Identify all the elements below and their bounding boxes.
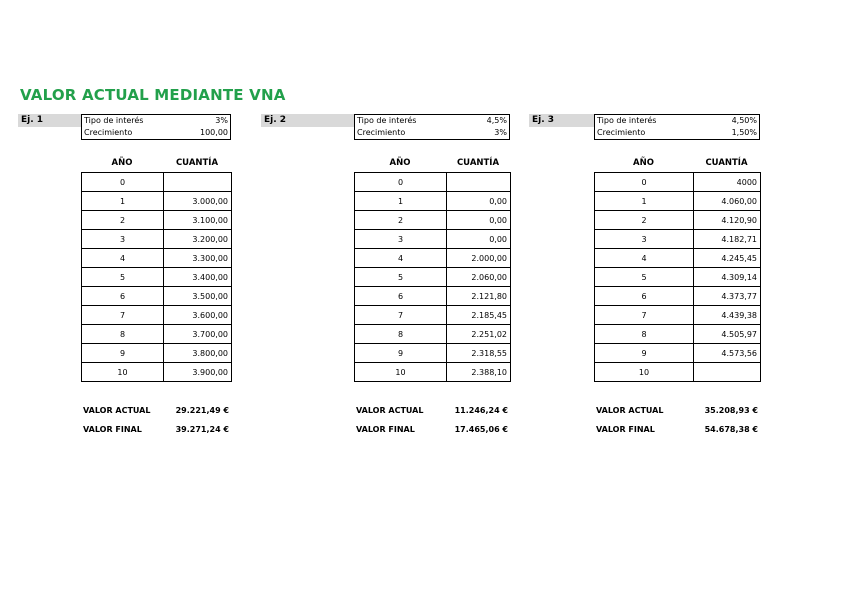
year-cell[interactable]: 6 [595,287,694,306]
amount-cell[interactable]: 3.300,00 [164,249,232,268]
year-column-header: AÑO [389,158,411,168]
table-row [595,363,761,382]
table-row [595,230,761,249]
table-row [82,306,232,325]
year-cell[interactable]: 8 [595,325,694,344]
table-row [82,268,232,287]
table-row [82,344,232,363]
year-cell[interactable]: 5 [355,268,447,287]
amount-cell[interactable]: 2.060,00 [447,268,511,287]
table-row [595,325,761,344]
final-value-label: VALOR FINAL [596,425,655,434]
amount-cell[interactable]: 2.121,80 [447,287,511,306]
year-cell[interactable]: 8 [82,325,164,344]
year-cell[interactable]: 3 [595,230,694,249]
present-value-label: VALOR ACTUAL [83,406,151,415]
amount-cell[interactable]: 4.182,71 [694,230,761,249]
year-cell[interactable]: 1 [595,192,694,211]
table-row [355,230,511,249]
amount-cell[interactable]: 0,00 [447,192,511,211]
final-value-label: VALOR FINAL [83,425,142,434]
year-cell[interactable]: 1 [82,192,164,211]
interest-rate-value[interactable]: 3% [180,115,230,128]
year-cell[interactable]: 6 [355,287,447,306]
table-row [82,287,232,306]
year-cell[interactable]: 0 [355,173,447,192]
year-cell[interactable]: 9 [355,344,447,363]
amount-cell[interactable]: 3.500,00 [164,287,232,306]
table-row [355,344,511,363]
table-row [355,363,511,382]
growth-label: Crecimiento [355,127,467,140]
growth-label: Crecimiento [595,127,707,140]
amount-cell[interactable]: 4.245,45 [694,249,761,268]
growth-label: Crecimiento [82,127,181,140]
amount-cell[interactable] [447,173,511,192]
amount-cell[interactable]: 4.120,90 [694,211,761,230]
final-value-label: VALOR FINAL [356,425,415,434]
amount-column-header: CUANTÍA [705,158,748,168]
present-value[interactable]: 35.208,93 € [704,406,758,415]
amount-cell[interactable]: 4.373,77 [694,287,761,306]
table-row [355,325,511,344]
parameters-table [354,114,510,140]
table-row [82,173,232,192]
amount-cell[interactable]: 3.800,00 [164,344,232,363]
amount-cell[interactable]: 0,00 [447,211,511,230]
interest-rate-label: Tipo de interés [82,115,181,128]
year-cell[interactable]: 5 [595,268,694,287]
parameters-table [81,114,231,140]
table-row [595,268,761,287]
table-row [595,173,761,192]
amount-cell[interactable]: 4.573,56 [694,344,761,363]
interest-rate-value[interactable]: 4,50% [707,115,760,128]
year-cell[interactable]: 2 [82,211,164,230]
table-row [595,211,761,230]
table-row [595,344,761,363]
year-column-header: AÑO [111,158,133,168]
table-row [595,287,761,306]
amount-cell[interactable]: 3.400,00 [164,268,232,287]
present-value[interactable]: 29.221,49 € [175,406,229,415]
table-row [355,268,511,287]
year-cell[interactable]: 7 [82,306,164,325]
year-cell[interactable]: 3 [355,230,447,249]
year-cell[interactable]: 0 [82,173,164,192]
year-cell[interactable]: 10 [82,363,164,382]
amount-cell[interactable]: 4.439,38 [694,306,761,325]
year-cell[interactable]: 3 [82,230,164,249]
amount-column-header: CUANTÍA [456,158,500,168]
growth-value[interactable]: 100,00 [180,127,230,140]
year-cell[interactable]: 6 [82,287,164,306]
table-row [82,211,232,230]
year-cell[interactable]: 10 [595,363,694,382]
amount-cell[interactable]: 2.318,55 [447,344,511,363]
final-value[interactable]: 17.465,06 € [454,425,508,434]
page-title: VALOR ACTUAL MEDIANTE VNA [20,86,286,104]
exercise-label: Ej. 2 [261,114,354,127]
amount-column-header: CUANTÍA [175,158,219,168]
present-value-label: VALOR ACTUAL [596,406,664,415]
interest-rate-value[interactable]: 4,5% [466,115,509,128]
year-cell[interactable]: 8 [355,325,447,344]
parameters-table [594,114,760,140]
year-cell[interactable]: 2 [355,211,447,230]
amount-cell[interactable]: 3.100,00 [164,211,232,230]
amount-cell[interactable]: 4000 [694,173,761,192]
interest-rate-label: Tipo de interés [355,115,467,128]
amount-cell[interactable]: 2.185,45 [447,306,511,325]
final-value[interactable]: 39.271,24 € [175,425,229,434]
interest-rate-label: Tipo de interés [595,115,707,128]
amount-cell[interactable]: 3.000,00 [164,192,232,211]
table-row [82,363,232,382]
amount-cell[interactable] [164,173,232,192]
amount-cell[interactable]: 4.505,97 [694,325,761,344]
table-row [355,173,511,192]
year-cell[interactable]: 4 [355,249,447,268]
amount-cell[interactable]: 3.200,00 [164,230,232,249]
amount-cell[interactable] [694,363,761,382]
table-row [82,325,232,344]
amount-cell[interactable]: 2.388,10 [447,363,511,382]
year-cell[interactable]: 4 [82,249,164,268]
year-cell[interactable]: 1 [355,192,447,211]
table-row [355,192,511,211]
table-row [595,306,761,325]
year-cell[interactable]: 5 [82,268,164,287]
table-row [82,230,232,249]
exercise-label: Ej. 3 [529,114,594,127]
table-row [595,249,761,268]
growth-value[interactable]: 3% [466,127,509,140]
amount-cell[interactable]: 2.251,02 [447,325,511,344]
year-cell[interactable]: 7 [355,306,447,325]
year-cell[interactable]: 9 [595,344,694,363]
cashflow-table [354,172,511,382]
present-value[interactable]: 11.246,24 € [454,406,508,415]
year-cell[interactable]: 9 [82,344,164,363]
amount-cell[interactable]: 3.700,00 [164,325,232,344]
table-row [355,249,511,268]
year-cell[interactable]: 0 [595,173,694,192]
amount-cell[interactable]: 4.060,00 [694,192,761,211]
present-value-label: VALOR ACTUAL [356,406,424,415]
year-cell[interactable]: 10 [355,363,447,382]
table-row [355,306,511,325]
amount-cell[interactable]: 0,00 [447,230,511,249]
amount-cell[interactable]: 3.900,00 [164,363,232,382]
year-cell[interactable]: 7 [595,306,694,325]
table-row [595,192,761,211]
amount-cell[interactable]: 2.000,00 [447,249,511,268]
amount-cell[interactable]: 4.309,14 [694,268,761,287]
year-cell[interactable]: 4 [595,249,694,268]
table-row [82,192,232,211]
table-row [82,249,232,268]
table-row [355,211,511,230]
year-column-header: AÑO [633,158,654,168]
cashflow-table [594,172,761,382]
final-value[interactable]: 54.678,38 € [704,425,758,434]
growth-value[interactable]: 1,50% [707,127,760,140]
year-cell[interactable]: 2 [595,211,694,230]
cashflow-table [81,172,232,382]
exercise-label: Ej. 1 [18,114,81,127]
amount-cell[interactable]: 3.600,00 [164,306,232,325]
table-row [355,287,511,306]
